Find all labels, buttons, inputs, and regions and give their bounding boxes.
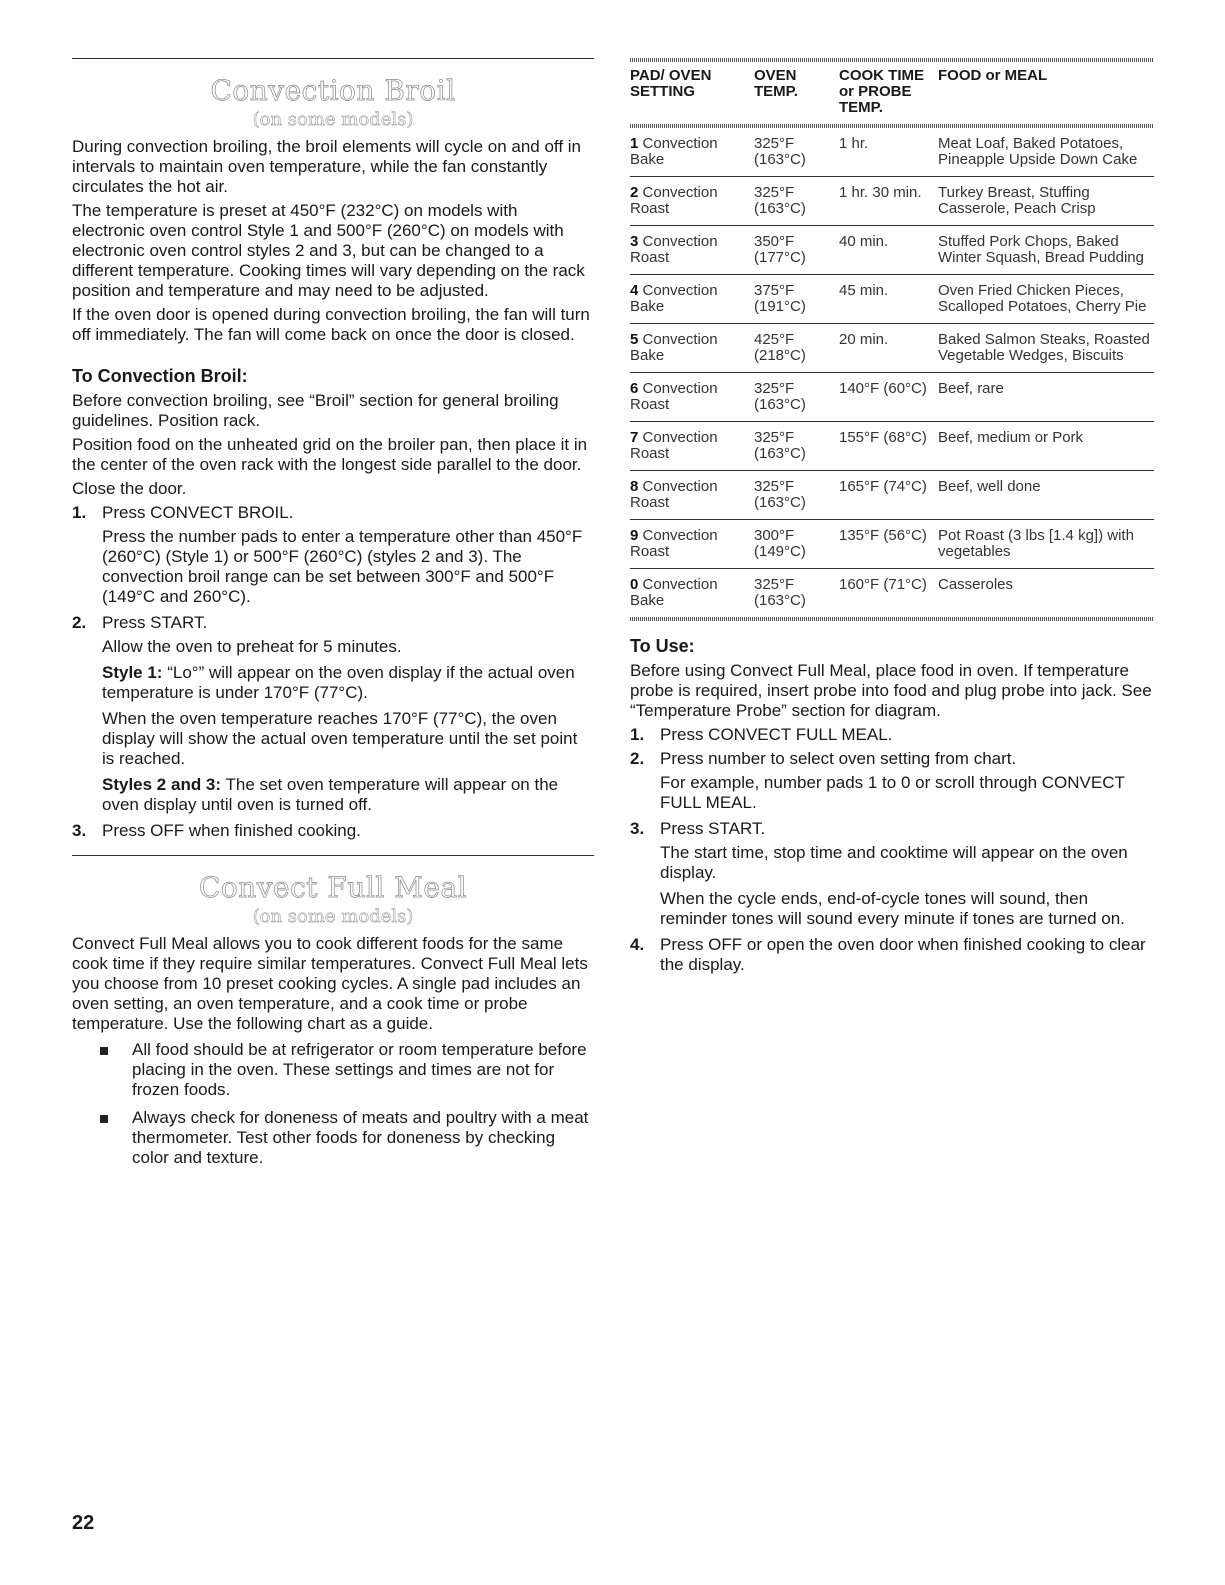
- food-cell: Oven Fried Chicken Pieces, Scalloped Potatoes, Cherry Pie: [938, 275, 1154, 324]
- food-cell: Pot Roast (3 lbs [1.4 kg]) with vegetables: [938, 520, 1154, 569]
- cook-time-cell: 165°F (74°C): [839, 471, 938, 520]
- pad-setting-cell: [630, 275, 754, 324]
- paragraph: When the cycle ends, end-of-cycle tones will sound, then reminder tones will sound every minute if tones are turned on.: [660, 889, 1125, 928]
- chart-row: [630, 569, 1154, 618]
- paragraph: The temperature is preset at 450°F (232°C) on models with electronic oven control Style 1 and 500°F (260°C) on models with electronic oven control styles 2 and 3, but can be changed to a different temperature. Cooking times will vary depending on the rack position and temperature and may need to be adjusted.: [72, 201, 585, 300]
- paragraph: If the oven door is opened during convection broiling, the fan will turn off immediately. The fan will come back on once the door is closed.: [72, 305, 590, 344]
- cook-time-cell: 1 hr. 30 min.: [839, 177, 938, 226]
- step-text: Press START.: [102, 613, 208, 632]
- paragraph: Close the door.: [72, 479, 187, 498]
- oven-temp-cell: 325°F (163°C): [754, 128, 839, 177]
- oven-temp-cell: 425°F (218°C): [754, 324, 839, 373]
- header-cook-time: COOK TIME or PROBE TEMP.: [839, 67, 924, 116]
- cook-time-cell: 20 min.: [839, 324, 938, 373]
- paragraph: For example, number pads 1 to 0 or scroll through CONVECT FULL MEAL.: [660, 773, 1125, 812]
- header-food: FOOD or MEAL: [938, 67, 1048, 84]
- pad-setting-cell: [630, 373, 754, 422]
- convect-full-meal-title: Convect Full Meal: [198, 871, 468, 904]
- paragraph: Before using Convect Full Meal, place food in oven. If temperature probe is required, insert probe into food and plug probe into jack. See “Temperature Probe” section for diagram.: [630, 661, 1152, 720]
- step-1: [630, 725, 1154, 745]
- step-number: 4.: [630, 935, 645, 954]
- oven-setting: Convection Bake: [630, 331, 718, 364]
- cook-time-cell: 45 min.: [839, 275, 938, 324]
- page-number: 22: [72, 1512, 95, 1534]
- section-divider: [72, 58, 594, 59]
- pad-number: 2: [630, 184, 639, 201]
- pad-number: 0: [630, 576, 639, 593]
- step-4: [630, 935, 1154, 975]
- style-1-text: “Lo°” will appear on the oven display if the actual oven temperature is under 170°F (77°C).: [102, 663, 575, 702]
- chart-row: [630, 177, 1154, 226]
- step-number: 3.: [72, 821, 87, 840]
- chart-row: [630, 520, 1154, 569]
- chart-bottom-rule: [630, 617, 1154, 621]
- pad-setting-cell: [630, 471, 754, 520]
- food-cell: Beef, well done: [938, 471, 1154, 520]
- step-3-detail: [660, 843, 1154, 929]
- step-2: [630, 749, 1154, 769]
- left-column: [72, 58, 594, 1176]
- step-number: 1.: [630, 725, 645, 744]
- pad-number: 4: [630, 282, 639, 299]
- step-number: 1.: [72, 503, 87, 522]
- step-2-detail: [660, 773, 1154, 813]
- pad-setting-cell: [630, 569, 754, 618]
- pad-setting-cell: [630, 324, 754, 373]
- food-cell: Stuffed Pork Chops, Baked Winter Squash, Bread Pudding: [938, 226, 1154, 275]
- step-1-detail: [102, 527, 594, 607]
- step-2-detail: [102, 637, 594, 815]
- oven-setting: Convection Roast: [630, 527, 718, 560]
- convection-broil-title: Convection Broil: [210, 74, 456, 107]
- right-column: [630, 58, 1154, 979]
- step-2: [72, 613, 594, 633]
- step-text: Press OFF or open the oven door when finished cooking to clear the display.: [660, 935, 1146, 974]
- cook-time-cell: 40 min.: [839, 226, 938, 275]
- pad-setting-cell: [630, 520, 754, 569]
- oven-setting: Convection Roast: [630, 233, 718, 266]
- step-3: [72, 821, 594, 841]
- food-cell: Baked Salmon Steaks, Roasted Vegetable Wedges, Biscuits: [938, 324, 1154, 373]
- oven-temp-cell: 300°F (149°C): [754, 520, 839, 569]
- step-number: 2.: [72, 613, 87, 632]
- paragraph: Position food on the unheated grid on the broiler pan, then place it in the center of the oven rack with the longest side parallel to the door.: [72, 435, 588, 474]
- chart-row: [630, 275, 1154, 324]
- pad-setting-cell: [630, 226, 754, 275]
- cook-time-cell: 1 hr.: [839, 128, 938, 177]
- pad-number: 3: [630, 233, 639, 250]
- oven-setting: Convection Bake: [630, 576, 718, 609]
- convect-full-meal-subtitle: (on some models): [252, 906, 414, 927]
- bullet-text: All food should be at refrigerator or room temperature before placing in the oven. These settings and times are not for frozen foods.: [132, 1040, 587, 1099]
- chart-row: [630, 373, 1154, 422]
- step-text: Press START.: [660, 819, 766, 838]
- oven-temp-cell: 350°F (177°C): [754, 226, 839, 275]
- pad-number: 8: [630, 478, 639, 495]
- oven-temp-cell: 325°F (163°C): [754, 422, 839, 471]
- cook-time-cell: 135°F (56°C): [839, 520, 938, 569]
- oven-setting: Convection Bake: [630, 282, 718, 315]
- step-number: 2.: [630, 749, 645, 768]
- food-cell: Casseroles: [938, 576, 1014, 593]
- oven-temp-cell: 325°F (163°C): [754, 177, 839, 226]
- chart-row: [630, 471, 1154, 520]
- step-1: [72, 503, 594, 523]
- cook-time-cell: 160°F (71°C): [839, 576, 927, 593]
- full-meal-chart: [630, 62, 1154, 617]
- bullet-item: [100, 1108, 594, 1168]
- chart-header-row: [630, 62, 1154, 124]
- paragraph: The start time, stop time and cooktime will appear on the oven display.: [660, 843, 1128, 882]
- style-1-note: [102, 663, 594, 703]
- header-oven-temp: OVEN TEMP.: [754, 67, 798, 100]
- food-cell: Beef, rare: [938, 373, 1154, 422]
- paragraph: During convection broiling, the broil elements will cycle on and off in intervals to maintain oven temperature, while the fan constantly circulates the hot air.: [72, 137, 582, 196]
- chart-row: [630, 324, 1154, 373]
- chart-row: [630, 128, 1154, 177]
- chart-row: [630, 226, 1154, 275]
- pad-setting-cell: [630, 422, 754, 471]
- convection-broil-subtitle: (on some models): [252, 109, 414, 130]
- step-text: Press number to select oven setting from chart.: [660, 749, 1017, 768]
- oven-setting: Convection Roast: [630, 429, 718, 462]
- paragraph: Convect Full Meal allows you to cook different foods for the same cook time if they require similar temperatures. Convect Full Meal lets you choose from 10 preset cooking cycles. A single pad includes an oven setting, an oven temperature, and a cook time or probe temperature. Use the following chart as a guide.: [72, 934, 588, 1033]
- pad-number: 6: [630, 380, 639, 397]
- paragraph: When the oven temperature reaches 170°F (77°C), the oven display will show the actual oven temperature until the set point is reached.: [102, 709, 578, 768]
- food-cell: Beef, medium or Pork: [938, 422, 1154, 471]
- step-text: Press CONVECT FULL MEAL.: [660, 725, 893, 744]
- pad-number: 7: [630, 429, 639, 446]
- oven-temp-cell: 325°F (163°C): [754, 471, 839, 520]
- styles-2-3-label: Styles 2 and 3:: [102, 775, 222, 794]
- to-convection-broil-heading: To Convection Broil:: [72, 366, 248, 386]
- section-divider: [72, 855, 594, 856]
- square-bullet-icon: [100, 1115, 108, 1123]
- style-1-label: Style 1:: [102, 663, 163, 682]
- cook-time-cell: 155°F (68°C): [839, 422, 938, 471]
- square-bullet-icon: [100, 1047, 108, 1055]
- oven-setting: Convection Roast: [630, 478, 718, 511]
- step-text: Press OFF when finished cooking.: [102, 821, 361, 840]
- pad-setting-cell: [630, 128, 754, 177]
- bullet-text: Always check for doneness of meats and poultry with a meat thermometer. Test other foods for doneness by checking color and texture.: [132, 1108, 589, 1167]
- styles-2-3-note: [102, 775, 594, 815]
- oven-setting: Convection Bake: [630, 135, 718, 168]
- to-use-heading: To Use:: [630, 636, 695, 656]
- step-3: [630, 819, 1154, 839]
- step-text: Press CONVECT BROIL.: [102, 503, 294, 522]
- chart-row: [630, 422, 1154, 471]
- cook-time-cell: 140°F (60°C): [839, 373, 938, 422]
- bullet-item: [100, 1040, 594, 1100]
- header-pad-setting: PAD/ OVEN SETTING: [630, 67, 712, 100]
- pad-number: 1: [630, 135, 639, 152]
- pad-number: 9: [630, 527, 639, 544]
- oven-temp-cell: 375°F (191°C): [754, 275, 839, 324]
- pad-number: 5: [630, 331, 639, 348]
- pad-setting-cell: [630, 177, 754, 226]
- oven-temp-cell: 325°F (163°C): [754, 576, 806, 609]
- food-cell: Meat Loaf, Baked Potatoes, Pineapple Upside Down Cake: [938, 128, 1154, 177]
- paragraph: Press the number pads to enter a temperature other than 450°F (260°C) (Style 1) or 500°F (260°C) (styles 2 and 3). The convection broil range can be set between 300°F and 500°F (149°C and 260°C).: [102, 527, 583, 606]
- oven-temp-cell: 325°F (163°C): [754, 373, 839, 422]
- oven-setting: Convection Roast: [630, 184, 718, 217]
- paragraph: Allow the oven to preheat for 5 minutes.: [102, 637, 402, 656]
- food-cell: Turkey Breast, Stuffing Casserole, Peach Crisp: [938, 177, 1154, 226]
- styles-2-3-text: The set oven temperature will appear on the oven display until oven is turned off.: [102, 775, 559, 814]
- step-number: 3.: [630, 819, 645, 838]
- paragraph: Before convection broiling, see “Broil” section for general broiling guidelines. Position rack.: [72, 391, 559, 430]
- oven-setting: Convection Roast: [630, 380, 718, 413]
